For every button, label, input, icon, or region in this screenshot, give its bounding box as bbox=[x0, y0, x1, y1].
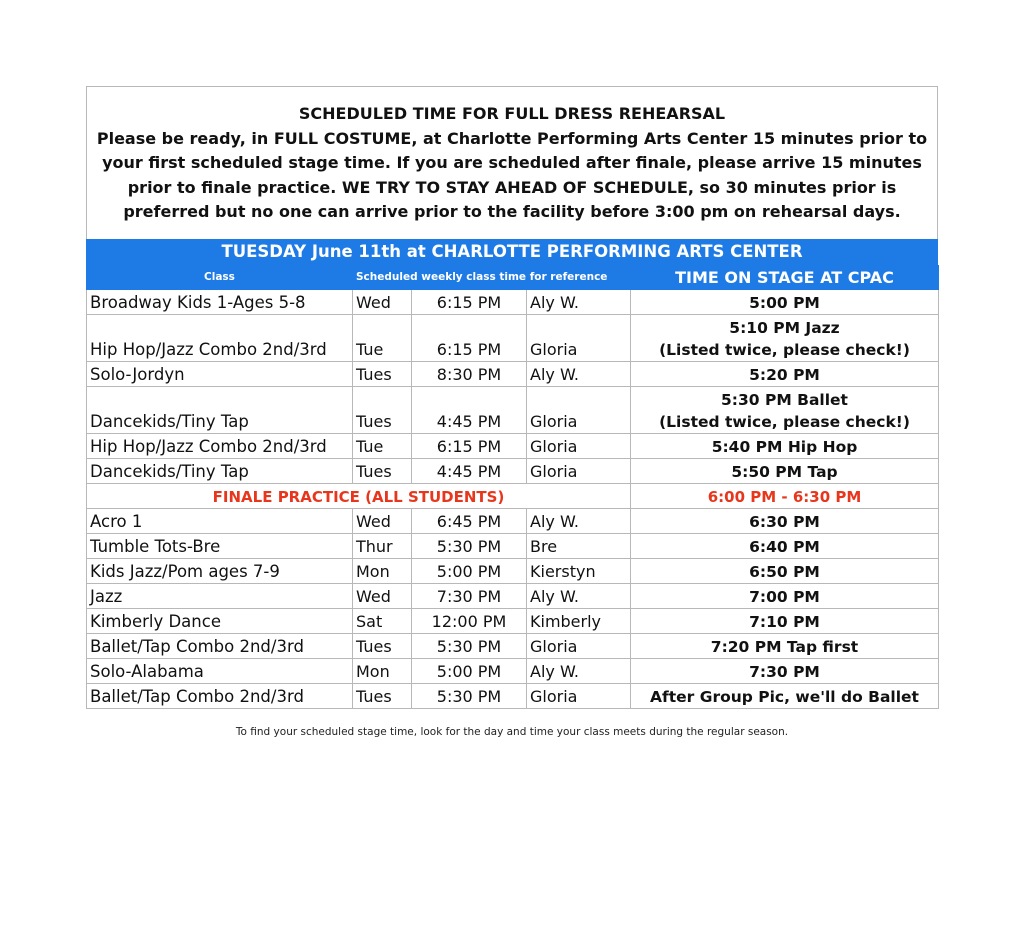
stage-time-cell: 5:00 PM bbox=[631, 289, 939, 314]
stage-time-cell: 7:00 PM bbox=[631, 583, 939, 608]
finale-label: FINALE PRACTICE (ALL STUDENTS) bbox=[87, 483, 631, 508]
table-row bbox=[87, 633, 939, 658]
stage-time-cell: 7:30 PM bbox=[631, 658, 939, 683]
class-cell: Ballet/Tap Combo 2nd/3rd bbox=[87, 683, 353, 708]
class-cell: Solo-Jordyn bbox=[87, 361, 353, 386]
teacher-cell: Aly W. bbox=[527, 361, 631, 386]
teacher-cell: Aly W. bbox=[527, 289, 631, 314]
table-row bbox=[87, 289, 939, 314]
table-row bbox=[87, 314, 939, 361]
teacher-cell: Aly W. bbox=[527, 583, 631, 608]
stage-time-line: 5:30 PM Ballet bbox=[721, 390, 848, 409]
teacher-cell: Bre bbox=[527, 533, 631, 558]
day-cell: Tues bbox=[353, 386, 412, 433]
teacher-cell: Gloria bbox=[527, 433, 631, 458]
stage-time-cell: 6:50 PM bbox=[631, 558, 939, 583]
teacher-cell: Kierstyn bbox=[527, 558, 631, 583]
stage-time-cell: 6:30 PM bbox=[631, 508, 939, 533]
table-row bbox=[87, 658, 939, 683]
weekly-time-cell: 4:45 PM bbox=[412, 458, 527, 483]
class-cell: Dancekids/Tiny Tap bbox=[87, 386, 353, 433]
column-header-stage-time: TIME ON STAGE AT CPAC bbox=[631, 265, 939, 289]
stage-time-cell: After Group Pic, we'll do Ballet bbox=[631, 683, 939, 708]
teacher-cell: Gloria bbox=[527, 683, 631, 708]
schedule-rows-before-finale bbox=[87, 289, 939, 483]
table-row bbox=[87, 583, 939, 608]
day-cell: Tue bbox=[353, 314, 412, 361]
weekly-time-cell: 6:15 PM bbox=[412, 433, 527, 458]
class-cell: Broadway Kids 1-Ages 5-8 bbox=[87, 289, 353, 314]
table-row bbox=[87, 361, 939, 386]
weekly-time-cell: 6:45 PM bbox=[412, 508, 527, 533]
stage-time-cell: 5:20 PM bbox=[631, 361, 939, 386]
stage-time-cell bbox=[631, 314, 939, 361]
teacher-cell: Gloria bbox=[527, 458, 631, 483]
table-row bbox=[87, 458, 939, 483]
day-cell: Mon bbox=[353, 558, 412, 583]
notice-line: Please be ready, in FULL COSTUME, at Charlotte Performing Arts Center 15 minutes prior to bbox=[96, 128, 928, 148]
day-cell: Tues bbox=[353, 683, 412, 708]
stage-time-note: (Listed twice, please check!) bbox=[659, 412, 910, 431]
day-cell: Wed bbox=[353, 289, 412, 314]
notice-line: your first scheduled stage time. If you are scheduled after finale, please arrive 15 minutes bbox=[102, 153, 922, 172]
weekly-time-cell: 5:00 PM bbox=[412, 558, 527, 583]
day-cell: Tues bbox=[353, 633, 412, 658]
teacher-cell: Gloria bbox=[527, 314, 631, 361]
weekly-time-cell: 5:30 PM bbox=[412, 633, 527, 658]
schedule-table bbox=[86, 265, 939, 709]
class-cell: Dancekids/Tiny Tap bbox=[87, 458, 353, 483]
weekly-time-cell: 7:30 PM bbox=[412, 583, 527, 608]
day-cell: Thur bbox=[353, 533, 412, 558]
weekly-time-cell: 8:30 PM bbox=[412, 361, 527, 386]
class-cell: Hip Hop/Jazz Combo 2nd/3rd bbox=[87, 314, 353, 361]
stage-time-cell bbox=[631, 386, 939, 433]
class-cell: Acro 1 bbox=[87, 508, 353, 533]
class-cell: Hip Hop/Jazz Combo 2nd/3rd bbox=[87, 433, 353, 458]
class-cell: Kimberly Dance bbox=[87, 608, 353, 633]
table-row bbox=[87, 386, 939, 433]
day-cell: Tues bbox=[353, 361, 412, 386]
notice-line: prior to finale practice. WE TRY TO STAY AHEAD OF SCHEDULE, so 30 minutes prior is bbox=[127, 177, 897, 197]
teacher-cell: Gloria bbox=[527, 386, 631, 433]
day-cell: Mon bbox=[353, 658, 412, 683]
finale-row bbox=[87, 483, 939, 508]
stage-time-cell: 7:10 PM bbox=[631, 608, 939, 633]
day-cell: Tue bbox=[353, 433, 412, 458]
class-cell: Solo-Alabama bbox=[87, 658, 353, 683]
stage-time-cell: 7:20 PM Tap first bbox=[631, 633, 939, 658]
teacher-cell: Aly W. bbox=[527, 658, 631, 683]
rehearsal-notice bbox=[86, 86, 938, 239]
day-cell: Tues bbox=[353, 458, 412, 483]
table-header-row bbox=[87, 265, 939, 289]
class-cell: Tumble Tots-Bre bbox=[87, 533, 353, 558]
weekly-time-cell: 5:30 PM bbox=[412, 683, 527, 708]
teacher-cell: Aly W. bbox=[527, 508, 631, 533]
stage-time-note: (Listed twice, please check!) bbox=[659, 340, 910, 359]
weekly-time-cell: 6:15 PM bbox=[412, 314, 527, 361]
class-cell: Ballet/Tap Combo 2nd/3rd bbox=[87, 633, 353, 658]
weekly-time-cell: 4:45 PM bbox=[412, 386, 527, 433]
stage-time-cell: 6:40 PM bbox=[631, 533, 939, 558]
table-row bbox=[87, 558, 939, 583]
day-cell: Wed bbox=[353, 583, 412, 608]
notice-line: preferred but no one can arrive prior to the facility before 3:00 pm on rehearsal days. bbox=[123, 202, 901, 221]
footnote: To find your scheduled stage time, look for the day and time your class meets during the regular season. bbox=[235, 726, 789, 738]
teacher-cell: Kimberly bbox=[527, 608, 631, 633]
notice-title: SCHEDULED TIME FOR FULL DRESS REHEARSAL bbox=[298, 104, 726, 123]
weekly-time-cell: 5:30 PM bbox=[412, 533, 527, 558]
day-cell: Sat bbox=[353, 608, 412, 633]
table-row bbox=[87, 683, 939, 708]
rehearsal-schedule bbox=[86, 86, 938, 738]
table-row bbox=[87, 533, 939, 558]
stage-time-cell: 5:50 PM Tap bbox=[631, 458, 939, 483]
table-row bbox=[87, 608, 939, 633]
day-cell: Wed bbox=[353, 508, 412, 533]
stage-time-cell: 5:40 PM Hip Hop bbox=[631, 433, 939, 458]
weekly-time-cell: 12:00 PM bbox=[412, 608, 527, 633]
class-cell: Kids Jazz/Pom ages 7-9 bbox=[87, 558, 353, 583]
finale-time: 6:00 PM - 6:30 PM bbox=[631, 483, 939, 508]
weekly-time-cell: 6:15 PM bbox=[412, 289, 527, 314]
column-header-weekly-time: Scheduled weekly class time for reference bbox=[353, 265, 631, 289]
weekly-time-cell: 5:00 PM bbox=[412, 658, 527, 683]
table-row bbox=[87, 508, 939, 533]
schedule-rows-after-finale bbox=[87, 508, 939, 708]
class-cell: Jazz bbox=[87, 583, 353, 608]
schedule-banner: TUESDAY June 11th at CHARLOTTE PERFORMING ARTS CENTER bbox=[86, 239, 938, 265]
stage-time-line: 5:10 PM Jazz bbox=[729, 318, 840, 337]
column-header-class: Class bbox=[87, 265, 353, 289]
table-row bbox=[87, 433, 939, 458]
teacher-cell: Gloria bbox=[527, 633, 631, 658]
